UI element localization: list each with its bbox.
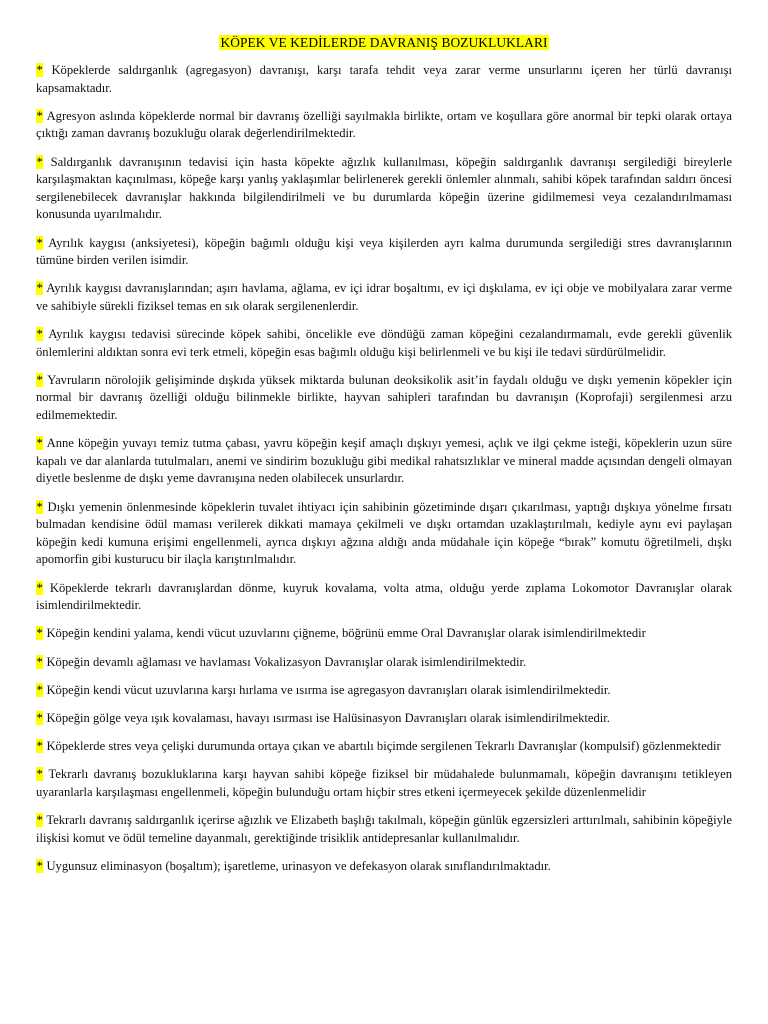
- paragraph-text: Köpeğin kendini yalama, kendi vücut uzuvlarını çiğneme, böğrünü emme Oral Davranışlar olarak isimlendirilmektedir: [46, 626, 646, 641]
- paragraph-text: Köpeğin devamlı ağlaması ve havlaması Vokalizasyon Davranışlar olarak isimlendirilmektedir.: [46, 654, 527, 669]
- bullet-paragraph: [36, 580, 732, 615]
- bullet-marker: *: [36, 63, 43, 77]
- paragraph-text: Köpeklerde tekrarlı davranışlardan dönme, kuyruk kovalama, volta atma, olduğu yerde zıplama Lokomotor Davranışlar olarak isimlendirilmektedir.: [36, 580, 732, 613]
- paragraph-text: Tekrarlı davranış bozukluklarına karşı hayvan sahibi köpeğe fiziksel bir müdahalede bulunmamalı, köpeğin davranışını tetikleyen uyaranlarla karşılaşması engellenmeli, köpeğin bulunduğu ortam hiçbir stres etkeni içermeyecek şekilde düzenlenmelidir: [36, 767, 733, 799]
- paragraph-text: Tekrarlı davranış saldırganlık içerirse ağızlık ve Elizabeth başlığı takılmalı, köpeğin günlük egzersizleri arttırılmalı, sahibinin köpeğiyle ilişkisi komut ve ödül temeline dayanmalı, gerektiğinde trisiklik antidepresanlar kullanılmalıdır.: [36, 813, 733, 845]
- bullet-marker: *: [36, 580, 43, 595]
- paragraph-text: Agresyon aslında köpeklerde normal bir davranış özelliği sayılmakla birlikte, ortam ve koşullara göre anormal bir tepki olarak ortaya çıktığı zaman davranış bozukluğu olarak değerlendirilmektedir.: [36, 108, 732, 141]
- paragraph-text: Anne köpeğin yuvayı temiz tutma çabası, yavru köpeğin keşif amaçlı dışkıyı yemesi, açlık ve ilgi çekme isteği, köpeklerin uzun süre kapalı ve dar alanlarda tutulmaları, anemi ve sindirim bozukluğu gibi medikal rahatsızlıklar ve mineral madde açısından dengeli olmayan diyetle beslenme de dışkı yeme davranışına neden olabilecek unsurlardır.: [36, 436, 732, 486]
- bullet-paragraph: [36, 812, 732, 847]
- bullet-marker: *: [36, 108, 43, 123]
- bullet-marker: *: [36, 327, 43, 342]
- bullet-paragraph: [36, 280, 732, 315]
- bullet-paragraph: [36, 654, 732, 672]
- paragraph-list: [36, 62, 732, 875]
- paragraph-text: Ayrılık kaygısı tedavisi sürecinde köpek sahibi, öncelikle eve döndüğü zaman köpeğini cezalandırmamalı, evde gerekli güvenlik önlemlerini aldıktan sonra evi terk etmeli, köpeğin esas bağımlı olduğu kişi belirlenmeli ve bu kişi ile tedavi sürdürülmelidir.: [36, 327, 732, 359]
- paragraph-text: Köpeğin gölge veya ışık kovalaması, havayı ısırması ise Halüsinasyon Davranışları olarak isimlendirilmektedir.: [46, 710, 610, 725]
- bullet-marker: *: [36, 767, 43, 782]
- bullet-paragraph: [36, 108, 732, 143]
- bullet-paragraph: [36, 682, 732, 700]
- bullet-paragraph: [36, 625, 732, 643]
- paragraph-text: Köpeklerde saldırganlık (agregasyon) davranışı, karşı tarafa tehdit veya zarar verme unsurlarını içeren her türlü davranışı kapsamaktadır.: [36, 63, 732, 95]
- bullet-marker: *: [36, 372, 43, 387]
- paragraph-text: Yavruların nörolojik gelişiminde dışkıda yüksek miktarda bulunan deoksikolik asit’in faydalı olduğu ve dışkı yemenin köpekler için normal bir davranış özelliği olduğu bilinmekle birlikte, hayvan sahipleri tarafından bu davranışın (Koprofaji) sergilenmesi arzu edilmemektedir.: [36, 372, 732, 423]
- bullet-marker: *: [36, 154, 43, 169]
- document-page: [36, 34, 732, 886]
- bullet-paragraph: [36, 499, 732, 569]
- paragraph-text: Köpeklerde stres veya çelişki durumunda ortaya çıkan ve abartılı biçimde sergilenen Tekrarlı Davranışlar (kompulsif) gözlenmektedir: [46, 739, 721, 754]
- paragraph-text: Ayrılık kaygısı (anksiyetesi), köpeğin bağımlı olduğu kişi veya kişilerden ayrı kalma durumunda sergilediği stres davranışlarının tümüne birden verilen isimdir.: [36, 235, 732, 268]
- bullet-paragraph: [36, 710, 732, 728]
- paragraph-text: Saldırganlık davranışının tedavisi için hasta köpekte ağızlık kullanılması, köpeğin saldırganlık davranışı sergilediği bireylerle karşılaşmaktan kaçınılması, köpeğe karşı yanlış yaklaşımlar belirlenerek gerekli önlemler alınmalı, sahibi köpek tarafından saldırı öncesi sergilenebilecek davranışlar hakkında bilgilendirilmeli ve bu durumlarda köpeğin üzerine gidilmemesi veya cezalandırılmaması konusunda uyarılmalıdır.: [36, 154, 732, 222]
- bullet-paragraph: [36, 154, 732, 224]
- bullet-paragraph: [36, 372, 732, 425]
- bullet-marker: *: [36, 739, 43, 754]
- bullet-marker: *: [36, 281, 43, 296]
- paragraph-text: Dışkı yemenin önlenmesinde köpeklerin tuvalet ihtiyacı için sahibinin gözetiminde dışarı çıkarılması, yaptığı dışkıya yönelme fırsatı bulmadan kendisine ödül maması verilerek dikkati mamaya çekilmeli ve dışkı ortamdan uzaklaştırılmalı, kediyle aynı evi paylaşan köpeğin kedi kumuna erişimi engellenmeli, ayrıca dışkıyı ağzına aldığı anda müdahale için köpeğe “bırak” komutu öğretilmeli, dışkı apomorfin gibi kusturucu bir ilaçla karıştırılmalıdır.: [36, 499, 732, 567]
- paragraph-text: Ayrılık kaygısı davranışlarından; aşırı havlama, ağlama, ev içi idrar boşaltımı, ev içi dışkılama, ev içi obje ve mobilyalara zarar verme ve sahibiyle sürekli fiziksel temas en sık olarak sergilenenlerdir.: [36, 281, 732, 313]
- bullet-marker: *: [36, 682, 43, 697]
- bullet-paragraph: [36, 326, 732, 361]
- bullet-marker: *: [36, 436, 43, 451]
- paragraph-text: Köpeğin kendi vücut uzuvlarına karşı hırlama ve ısırma ise agregasyon davranışları olarak isimlendirilmektedir.: [46, 682, 611, 697]
- bullet-marker: *: [36, 654, 43, 669]
- bullet-marker: *: [36, 499, 43, 514]
- bullet-marker: *: [36, 858, 43, 873]
- bullet-marker: *: [36, 235, 43, 250]
- bullet-marker: *: [36, 710, 43, 725]
- bullet-paragraph: [36, 435, 732, 488]
- bullet-paragraph: [36, 738, 732, 756]
- bullet-marker: *: [36, 626, 43, 641]
- bullet-marker: *: [36, 813, 43, 828]
- bullet-paragraph: [36, 235, 732, 270]
- bullet-paragraph: [36, 62, 732, 97]
- title-wrapper: [36, 34, 732, 52]
- bullet-paragraph: [36, 766, 732, 801]
- bullet-paragraph: [36, 858, 732, 876]
- paragraph-text: Uygunsuz eliminasyon (boşaltım); işaretleme, urinasyon ve defekasyon olarak sınıflandırılmaktadır.: [46, 858, 551, 873]
- page-title: KÖPEK VE KEDİLERDE DAVRANIŞ BOZUKLUKLARI: [220, 35, 548, 50]
